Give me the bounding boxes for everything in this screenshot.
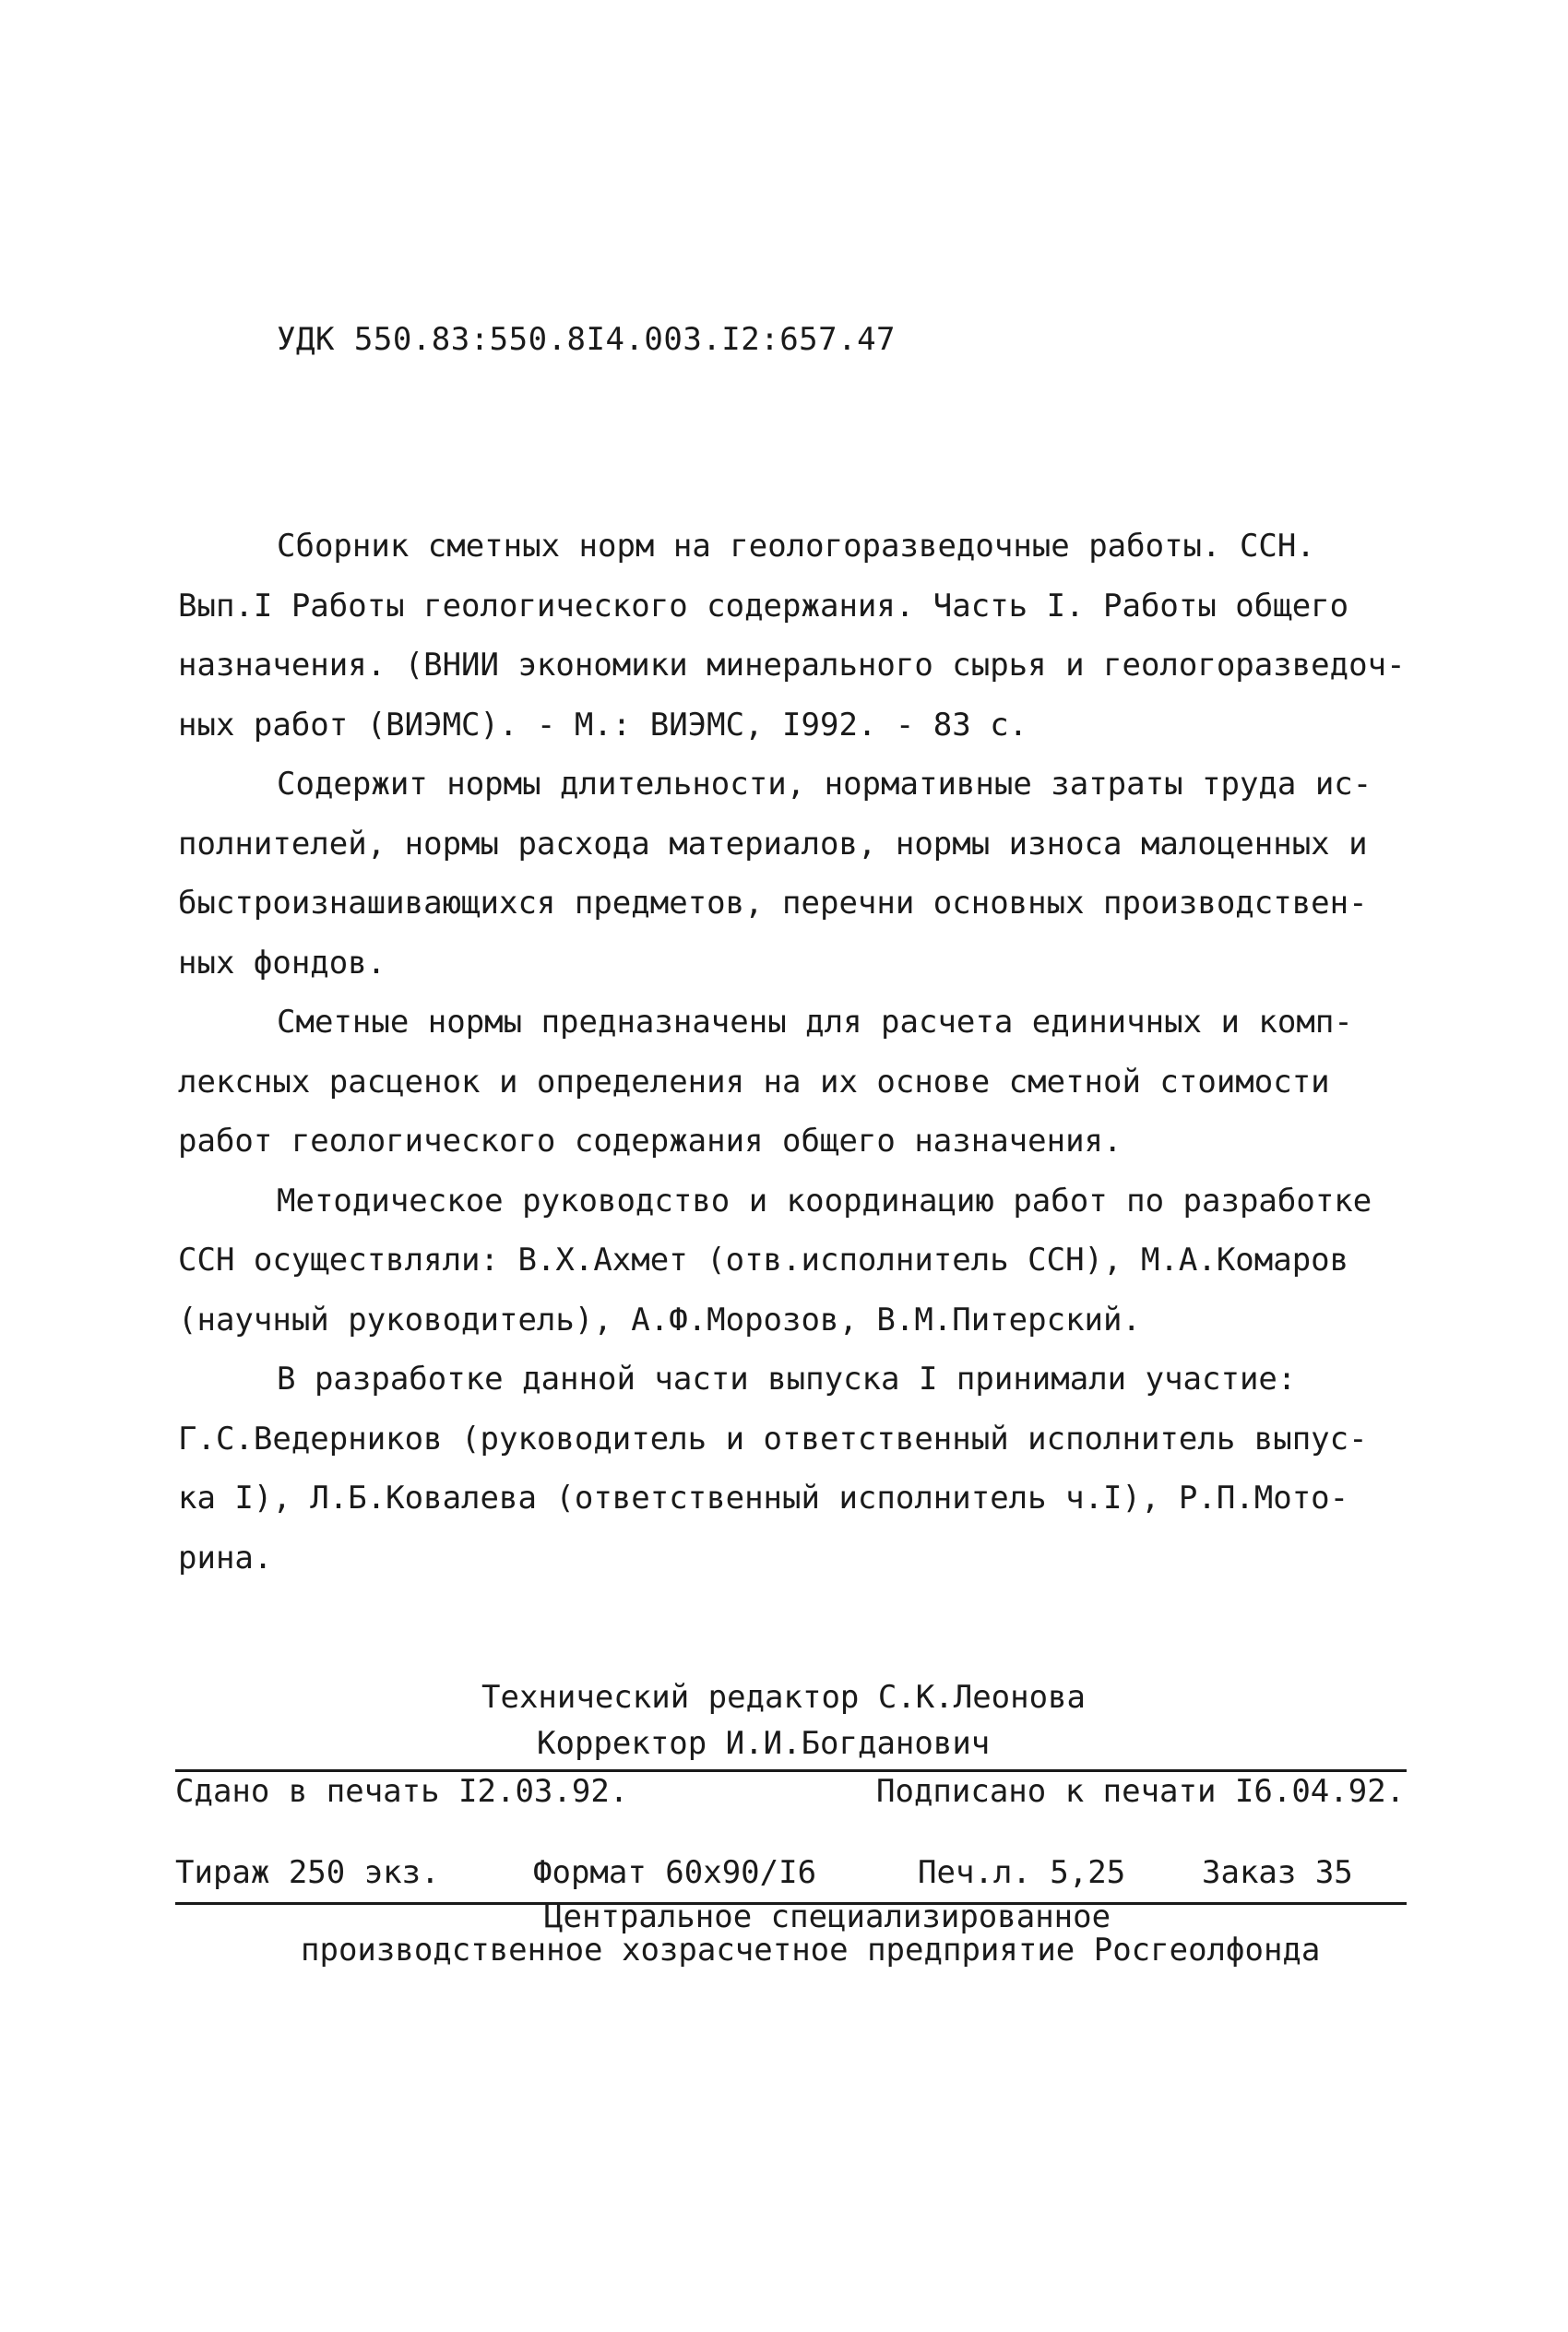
abstract-paragraph-2	[178, 755, 1414, 993]
text-line: назначения. (ВНИИ экономики минерального сырья и геологоразведоч-	[178, 647, 1406, 684]
abstract	[178, 517, 1414, 1588]
text-line: ка I), Л.Б.Ковалева (ответственный исполнитель ч.I), Р.П.Мото-	[178, 1480, 1349, 1517]
abstract-paragraph-1	[178, 517, 1414, 755]
text-line: ных работ (ВИЭМС). - М.: ВИЭМС, I992. - 83 с.	[178, 706, 1028, 744]
text-line: быстроизнашивающихся предметов, перечни основных производствен-	[178, 885, 1368, 922]
text-line: Методическое руководство и координацию работ по разработке	[277, 1182, 1372, 1220]
text-line: ных фондов.	[178, 944, 386, 982]
text-line: Сметные нормы предназначены для расчета единичных и комп-	[277, 1004, 1353, 1041]
signed-to-print: Подписано к печати I6.04.92.	[876, 1773, 1406, 1810]
order-number: Заказ 35	[1202, 1854, 1353, 1891]
circulation: Тираж 250 экз.	[175, 1854, 440, 1891]
text-line: (научный руководитель), А.Ф.Морозов, В.М.Питерский.	[178, 1301, 1141, 1339]
text-line: ССН осуществляли: В.Х.Ахмет (отв.исполнитель ССН), М.А.Комаров	[178, 1242, 1349, 1279]
print-format: Формат 60х90/I6	[533, 1854, 817, 1891]
publisher-line-2: производственное хозрасчетное предприятие Росгеолфонда	[301, 1932, 1321, 1969]
text-line: полнителей, нормы расхода материалов, нормы износа малоценных и	[178, 825, 1368, 863]
sent-to-print: Сдано в печать I2.03.92.	[175, 1773, 629, 1810]
text-line: В разработке данной части выпуска I принимали участие:	[277, 1361, 1297, 1398]
text-line: работ геологического содержания общего назначения.	[178, 1123, 1123, 1160]
technical-editor: Технический редактор С.К.Леонова	[481, 1679, 1087, 1716]
divider-line	[175, 1769, 1407, 1772]
abstract-paragraph-4	[178, 1172, 1414, 1350]
udk-code: УДК 550.83:550.8I4.003.I2:657.47	[277, 321, 897, 358]
text-line: Вып.I Работы геологического содержания. Часть I. Работы общего	[178, 587, 1349, 625]
text-line: Сборник сметных норм на геологоразведочные работы. ССН.	[277, 528, 1315, 565]
text-line: лексных расценок и определения на их основе сметной стоимости	[178, 1063, 1330, 1101]
text-line: рина.	[178, 1539, 273, 1576]
printed-sheets: Печ.л. 5,25	[918, 1854, 1126, 1891]
corrector: Корректор И.И.Богданович	[537, 1725, 991, 1762]
abstract-paragraph-3	[178, 993, 1414, 1172]
abstract-paragraph-5	[178, 1350, 1414, 1588]
text-line: Содержит нормы длительности, нормативные затраты труда ис-	[277, 766, 1372, 803]
publisher-line-1: Центральное специализированное	[544, 1898, 1111, 1935]
text-line: Г.С.Ведерников (руководитель и ответственный исполнитель выпус-	[178, 1420, 1368, 1458]
